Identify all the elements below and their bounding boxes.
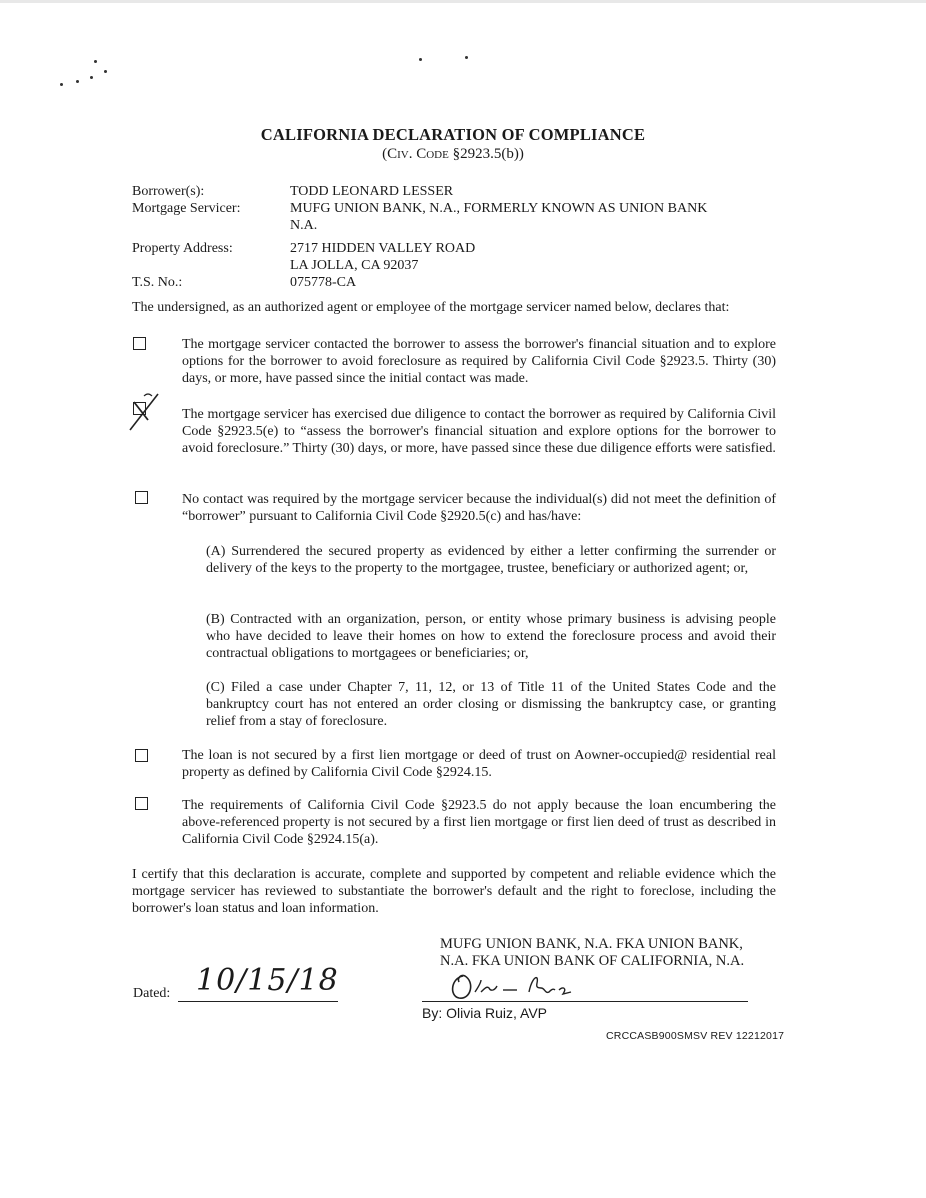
scan-speck: [60, 83, 63, 86]
info-row: [132, 240, 760, 257]
info-value: 075778-CA: [290, 275, 357, 290]
subtitle-code: Civ. Code: [387, 146, 449, 162]
scan-speck: [94, 60, 97, 63]
option-4-text: The loan is not secured by a first lien mortgage or deed of trust on Aowner-occupied@ residential real property as defined by California Civil Code §2924.15.: [182, 748, 776, 780]
form-code: CRCCASB900SMSV REV 12212017: [606, 1030, 785, 1042]
checkbox-option-5[interactable]: [135, 797, 148, 810]
scan-speck: [419, 58, 422, 61]
certification-paragraph: I certify that this declaration is accurate, complete and supported by competent and reliable evidence which the mortgage servicer has reviewed to substantiate the borrower's default and the right to foreclose, including the borrower's loan status and loan information.: [132, 867, 776, 916]
company-line-1: MUFG UNION BANK, N.A. FKA UNION BANK,: [440, 936, 743, 952]
sub-item-c: (C) Filed a case under Chapter 7, 11, 12, or 13 of Title 11 of the United States Code and the bankruptcy court has not entered an order closing or dismissing the bankruptcy case, or granting relief from a stay of foreclosure.: [206, 680, 776, 729]
option-1-text: The mortgage servicer contacted the borrower to assess the borrower's financial situation and to explore options for the borrower to avoid foreclosure as required by California Civil Code §2923.5. Thirty (30) days, or more, have passed since the initial contact was made.: [182, 337, 776, 386]
signature-line: [422, 1001, 748, 1002]
scan-speck: [90, 76, 93, 79]
info-label: Property Address:: [132, 241, 233, 256]
checkbox-option-3[interactable]: [135, 491, 148, 504]
scan-top-edge: [0, 0, 926, 3]
info-row: [132, 217, 760, 234]
info-label: Mortgage Servicer:: [132, 201, 241, 216]
sub-item-a: (A) Surrendered the secured property as evidenced by either a letter confirming the surrender or delivery of the keys to the property to the mortgagee, trustee, beneficiary or authorized agent; or,: [206, 544, 776, 576]
info-value: TODD LEONARD LESSER: [290, 184, 454, 199]
info-value: MUFG UNION BANK, N.A., FORMERLY KNOWN AS UNION BANK: [290, 201, 708, 216]
dated-label: Dated:: [133, 986, 171, 1001]
intro-paragraph: The undersigned, as an authorized agent or employee of the mortgage servicer named below, declares that:: [132, 300, 730, 315]
company-line-2: N.A. FKA UNION BANK OF CALIFORNIA, N.A.: [440, 953, 745, 969]
subtitle-prefix: (: [382, 146, 388, 162]
info-label: T.S. No.:: [132, 275, 183, 290]
document-subtitle: [0, 146, 906, 163]
signature-company: [440, 936, 744, 970]
checkbox-option-1[interactable]: [133, 337, 146, 350]
scan-speck: [76, 80, 79, 83]
info-row: [132, 257, 760, 274]
handwritten-signature: [445, 968, 585, 1008]
option-2-text: The mortgage servicer has exercised due diligence to contact the borrower as required by California Civil Code §2923.5(e) to “assess the borrower's financial situation and explore options for the borrower to avoid foreclosure.” Thirty (30) days, or more, have passed since these due diligence efforts were satisfied.: [182, 407, 776, 456]
checkbox-option-4[interactable]: [135, 749, 148, 762]
date-underline: [178, 1001, 338, 1002]
info-label: Borrower(s):: [132, 184, 205, 199]
checkmark-x-icon: [122, 390, 162, 436]
info-value: LA JOLLA, CA 92037: [290, 258, 419, 273]
info-row: [132, 183, 760, 200]
info-label: [132, 257, 290, 274]
info-value: 2717 HIDDEN VALLEY ROAD: [290, 241, 476, 256]
handwritten-date: 10/15/18: [196, 963, 339, 998]
loan-info-table: [132, 183, 760, 291]
info-value: N.A.: [290, 218, 318, 233]
signer-name: By: Olivia Ruiz, AVP: [422, 1005, 548, 1021]
option-5-text: The requirements of California Civil Code §2923.5 do not apply because the loan encumbering the above-referenced property is not secured by a first lien mortgage or first lien deed of trust as described in California Civil Code §2924.15(a).: [182, 798, 776, 847]
scan-speck: [104, 70, 107, 73]
sub-item-b: (B) Contracted with an organization, person, or entity whose primary business is advising people who have decided to leave their homes on how to extend the foreclosure process and avoid their contractual obligations to mortgagees or beneficiaries; or,: [206, 612, 776, 661]
info-row: [132, 200, 760, 217]
subtitle-section: §2923.5(b)): [448, 146, 524, 162]
info-row: [132, 274, 760, 291]
info-label: [132, 217, 290, 234]
scan-speck: [465, 56, 468, 59]
option-3-text: No contact was required by the mortgage servicer because the individual(s) did not meet the definition of “borrower” pursuant to California Civil Code §2920.5(c) and has/have:: [182, 492, 776, 524]
document-title: CALIFORNIA DECLARATION OF COMPLIANCE: [260, 125, 646, 144]
